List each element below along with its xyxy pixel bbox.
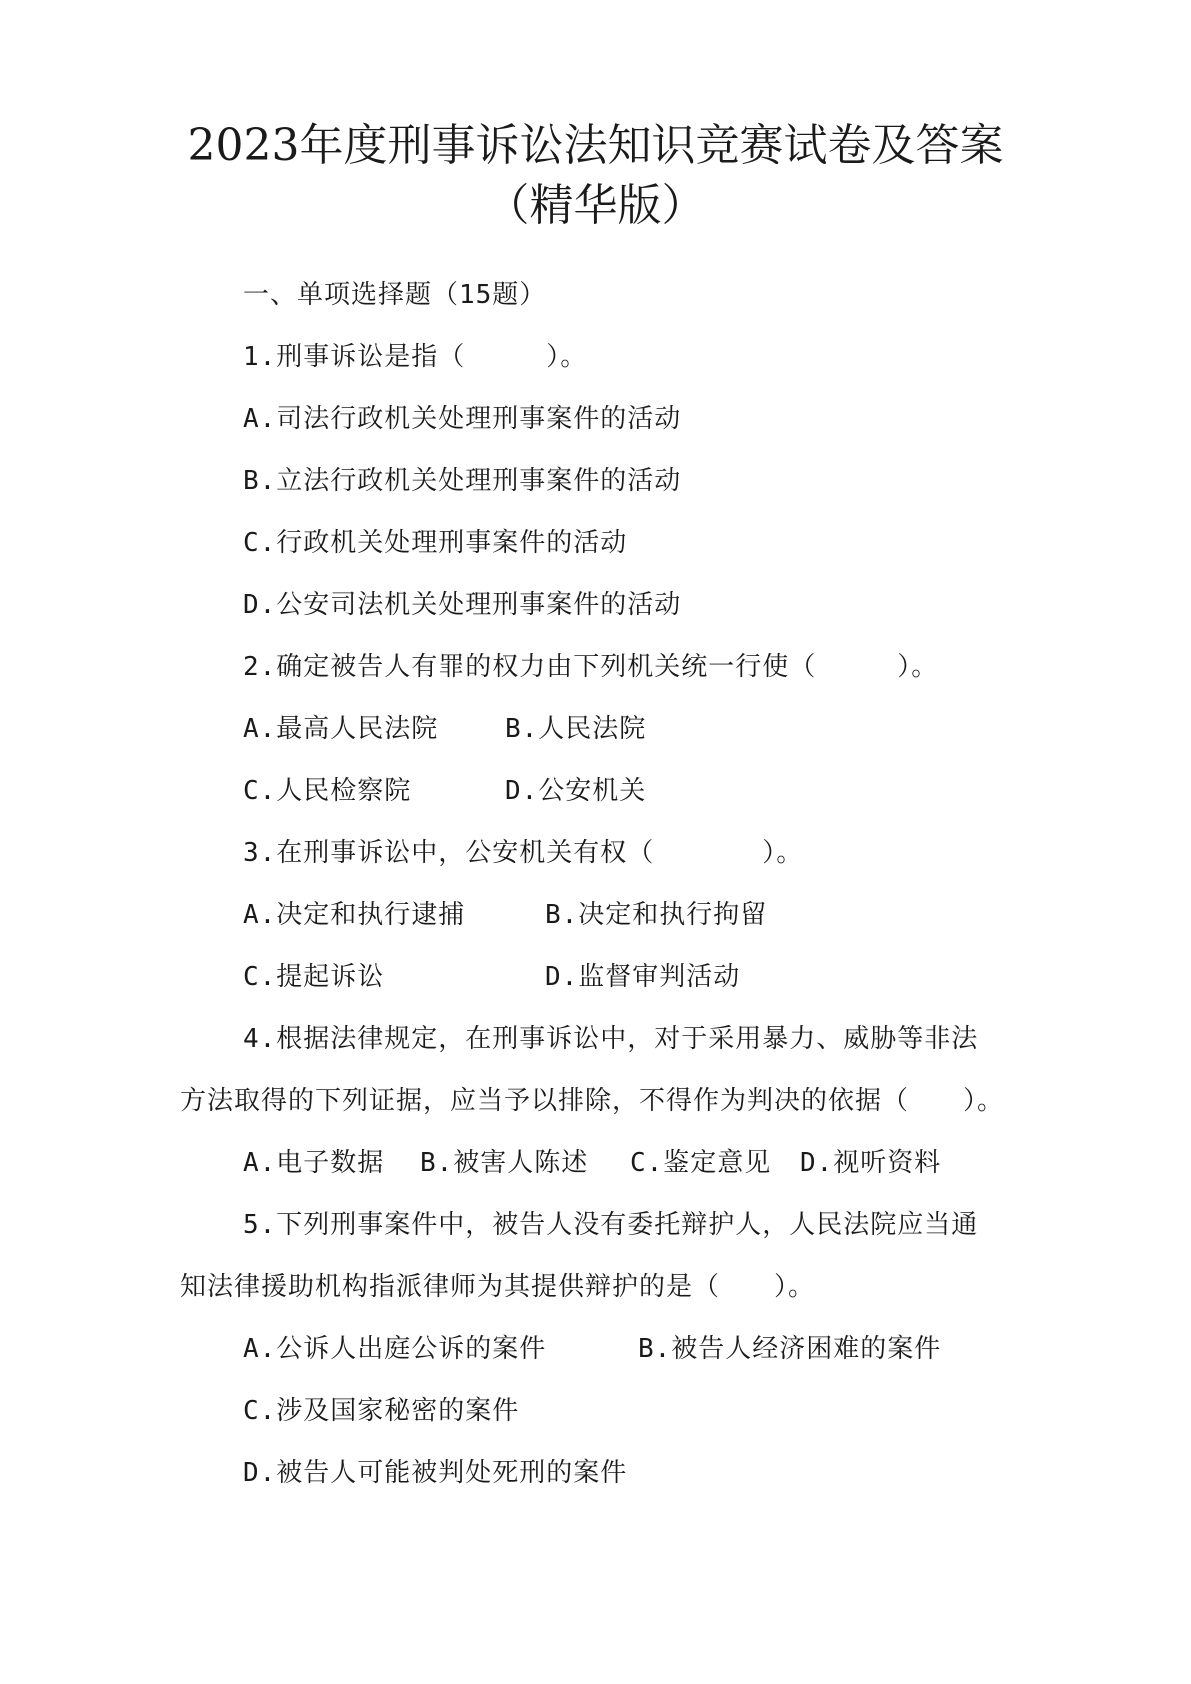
question-5-option-b: B.被告人经济困难的案件 <box>638 1334 942 1364</box>
question-4-stem-line2: 方法取得的下列证据，应当予以排除，不得作为判决的依据（ ）。 <box>180 1086 1005 1116</box>
question-4-option-d: D.视听资料 <box>800 1148 942 1178</box>
question-1-option-c: C.行政机关处理刑事案件的活动 <box>243 528 628 558</box>
question-4-stem-line1: 4.根据法律规定，在刑事诉讼中，对于采用暴力、威胁等非法 <box>243 1024 979 1054</box>
document-title-line1: 2023年度刑事诉讼法知识竞赛试卷及答案 <box>187 120 1004 171</box>
question-3-stem: 3.在刑事诉讼中，公安机关有权（ ）。 <box>243 838 804 868</box>
question-3-option-c: C.提起诉讼 <box>243 962 385 992</box>
question-1-option-b: B.立法行政机关处理刑事案件的活动 <box>243 466 682 496</box>
question-5-option-d: D.被告人可能被判处死刑的案件 <box>243 1458 628 1488</box>
section-heading: 一、单项选择题（15题） <box>243 280 547 310</box>
question-3-option-d: D.监督审判活动 <box>545 962 741 992</box>
question-3-option-a: A.决定和执行逮捕 <box>243 900 466 930</box>
question-2-option-c: C.人民检察院 <box>243 776 412 806</box>
question-4-option-c: C.鉴定意见 <box>630 1148 772 1178</box>
question-5-stem-line1: 5.下列刑事案件中，被告人没有委托辩护人，人民法院应当通 <box>243 1210 979 1240</box>
question-5-stem-line2: 知法律援助机构指派律师为其提供辩护的是（ ）。 <box>180 1272 816 1302</box>
question-5-option-c: C.涉及国家秘密的案件 <box>243 1396 520 1426</box>
question-2-option-a: A.最高人民法院 <box>243 714 439 744</box>
question-4-option-a: A.电子数据 <box>243 1148 385 1178</box>
question-2-option-b: B.人民法院 <box>505 714 647 744</box>
question-2-option-d: D.公安机关 <box>505 776 647 806</box>
question-4-option-b: B.被害人陈述 <box>420 1148 589 1178</box>
question-1-stem: 1.刑事诉讼是指（ ）。 <box>243 342 588 372</box>
question-2-stem: 2.确定被告人有罪的权力由下列机关统一行使（ ）。 <box>243 652 939 682</box>
document-title-line2: （精华版） <box>485 180 706 231</box>
question-1-option-a: A.司法行政机关处理刑事案件的活动 <box>243 404 682 434</box>
question-1-option-d: D.公安司法机关处理刑事案件的活动 <box>243 590 682 620</box>
question-3-option-b: B.决定和执行拘留 <box>545 900 768 930</box>
question-5-option-a: A.公诉人出庭公诉的案件 <box>243 1334 547 1364</box>
